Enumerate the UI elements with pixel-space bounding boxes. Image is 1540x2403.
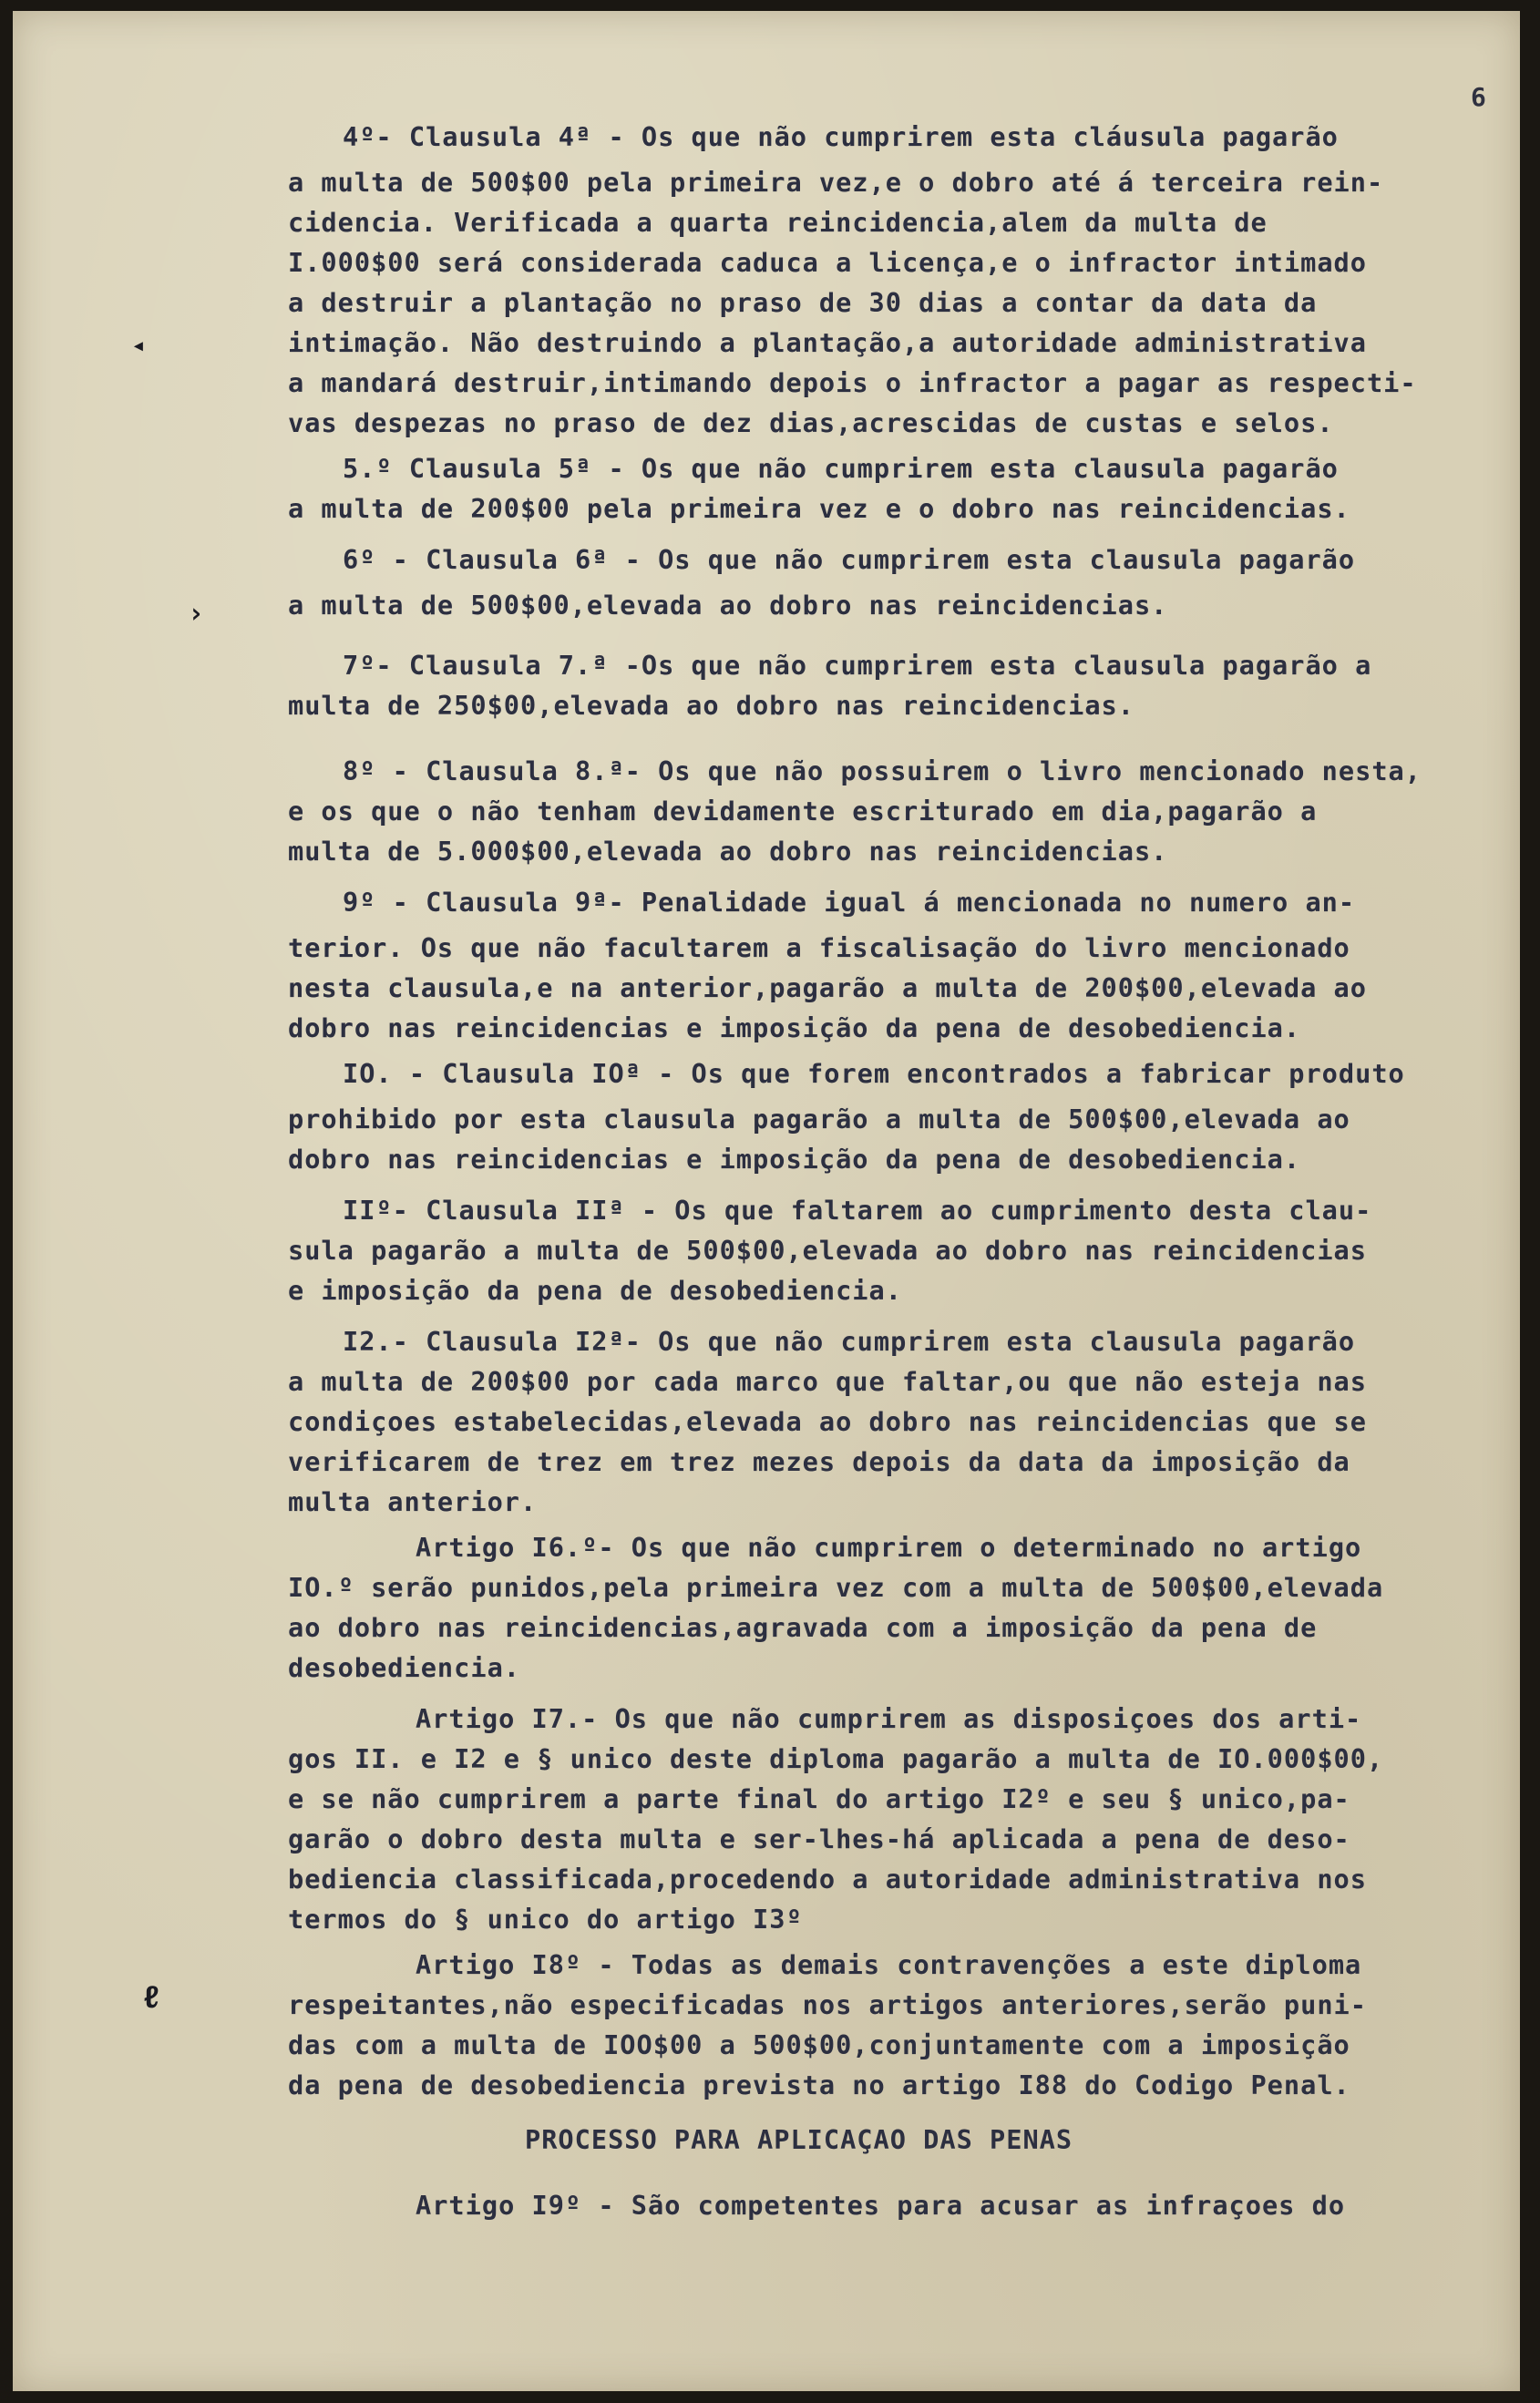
text-line: a multa de 200$00 por cada marco que faltar,ou que não esteja nas: [288, 1366, 1367, 1397]
text-line: 7º- Clausula 7.ª -Os que não cumprirem esta clausula pagarão a: [343, 650, 1372, 681]
document-body: [288, 117, 1500, 2225]
text-line: da pena de desobediencia prevista no artigo I88 do Codigo Penal.: [288, 2069, 1350, 2100]
text-line: ao dobro nas reincidencias,agravada com a imposição da pena de: [288, 1612, 1318, 1643]
text-line: multa anterior.: [288, 1486, 538, 1517]
text-line: Artigo I6.º- Os que não cumprirem o determinado no artigo: [416, 1532, 1362, 1563]
text-line: e imposição da pena de desobediencia.: [288, 1275, 902, 1306]
text-line: bediencia classificada,procedendo a autoridade administrativa nos: [288, 1864, 1367, 1895]
text-line: cidencia. Verificada a quarta reincidencia,alem da multa de: [288, 207, 1268, 238]
text-line: condiçoes estabelecidas,elevada ao dobro nas reincidencias que se: [288, 1406, 1367, 1437]
text-line: multa de 5.000$00,elevada ao dobro nas reincidencias.: [288, 836, 1168, 867]
text-line: I2.- Clausula I2ª- Os que não cumprirem esta clausula pagarão: [343, 1326, 1356, 1357]
page-number: 6: [1471, 82, 1486, 112]
text-line: verificarem de trez em trez mezes depois da data da imposição da: [288, 1446, 1350, 1477]
text-line: Artigo I8º - Todas as demais contravenções a este diploma: [416, 1949, 1362, 1980]
text-line: sula pagarão a multa de 500$00,elevada ao dobro nas reincidencias: [288, 1235, 1367, 1266]
text-line: e os que o não tenham devidamente escriturado em dia,pagarão a: [288, 796, 1318, 827]
text-line: intimação. Não destruindo a plantação,a autoridade administrativa: [288, 327, 1367, 358]
text-line: a multa de 200$00 pela primeira vez e o dobro nas reincidencias.: [288, 493, 1350, 524]
text-line: nesta clausula,e na anterior,pagarão a multa de 200$00,elevada ao: [288, 972, 1367, 1003]
text-line: 8º - Clausula 8.ª- Os que não possuirem o livro mencionado nesta,: [343, 755, 1422, 786]
text-line: a multa de 500$00,elevada ao dobro nas reincidencias.: [288, 590, 1168, 621]
margin-mark: ›: [188, 598, 205, 630]
text-line: 4º- Clausula 4ª - Os que não cumprirem esta cláusula pagarão: [343, 121, 1339, 152]
text-line: dobro nas reincidencias e imposição da pena de desobediencia.: [288, 1012, 1301, 1043]
text-line: 6º - Clausula 6ª - Os que não cumprirem esta clausula pagarão: [343, 544, 1356, 575]
text-line: respeitantes,não especificadas nos artigos anteriores,serão puni-: [288, 1989, 1367, 2020]
text-line: vas despezas no praso de dez dias,acrescidas de custas e selos.: [288, 407, 1334, 438]
text-line: Artigo I9º - São competentes para acusar as infraçoes do: [416, 2190, 1346, 2221]
text-line: gos II. e I2 e § unico deste diploma pagarão a multa de IO.000$00,: [288, 1743, 1384, 1774]
text-line: multa de 250$00,elevada ao dobro nas reincidencias.: [288, 690, 1134, 721]
margin-mark: ◂: [131, 332, 146, 359]
margin-mark: ℓ: [142, 1979, 161, 2016]
text-line: IIº- Clausula IIª - Os que faltarem ao cumprimento desta clau-: [343, 1195, 1372, 1226]
text-line: dobro nas reincidencias e imposição da pena de desobediencia.: [288, 1144, 1301, 1175]
section-heading: PROCESSO PARA APLICAÇAO DAS PENAS: [525, 2124, 1073, 2155]
text-line: garão o dobro desta multa e ser-lhes-há aplicada a pena de deso-: [288, 1823, 1350, 1854]
text-line: das com a multa de IOO$00 a 500$00,conjuntamente com a imposição: [288, 2029, 1350, 2060]
text-line: I.000$00 será considerada caduca a licença,e o infractor intimado: [288, 247, 1367, 278]
text-line: a mandará destruir,intimando depois o infractor a pagar as respecti-: [288, 367, 1417, 398]
text-line: Artigo I7.- Os que não cumprirem as disposiçoes dos arti-: [416, 1703, 1362, 1734]
text-line: e se não cumprirem a parte final do artigo I2º e seu § unico,pa-: [288, 1783, 1350, 1814]
text-line: termos do § unico do artigo I3º: [288, 1904, 803, 1935]
text-line: desobediencia.: [288, 1652, 521, 1683]
text-line: 9º - Clausula 9ª- Penalidade igual á mencionada no numero an-: [343, 887, 1356, 918]
text-line: a destruir a plantação no praso de 30 dias a contar da data da: [288, 287, 1318, 318]
text-line: 5.º Clausula 5ª - Os que não cumprirem esta clausula pagarão: [343, 453, 1339, 484]
text-line: prohibido por esta clausula pagarão a multa de 500$00,elevada ao: [288, 1104, 1350, 1135]
text-line: a multa de 500$00 pela primeira vez,e o dobro até á terceira rein-: [288, 167, 1384, 198]
text-line: IO. - Clausula IOª - Os que forem encontrados a fabricar produto: [343, 1058, 1405, 1089]
text-line: IO.º serão punidos,pela primeira vez com a multa de 500$00,elevada: [288, 1572, 1384, 1603]
text-line: terior. Os que não facultarem a fiscalisação do livro mencionado: [288, 932, 1350, 963]
document-page: [13, 11, 1520, 2391]
